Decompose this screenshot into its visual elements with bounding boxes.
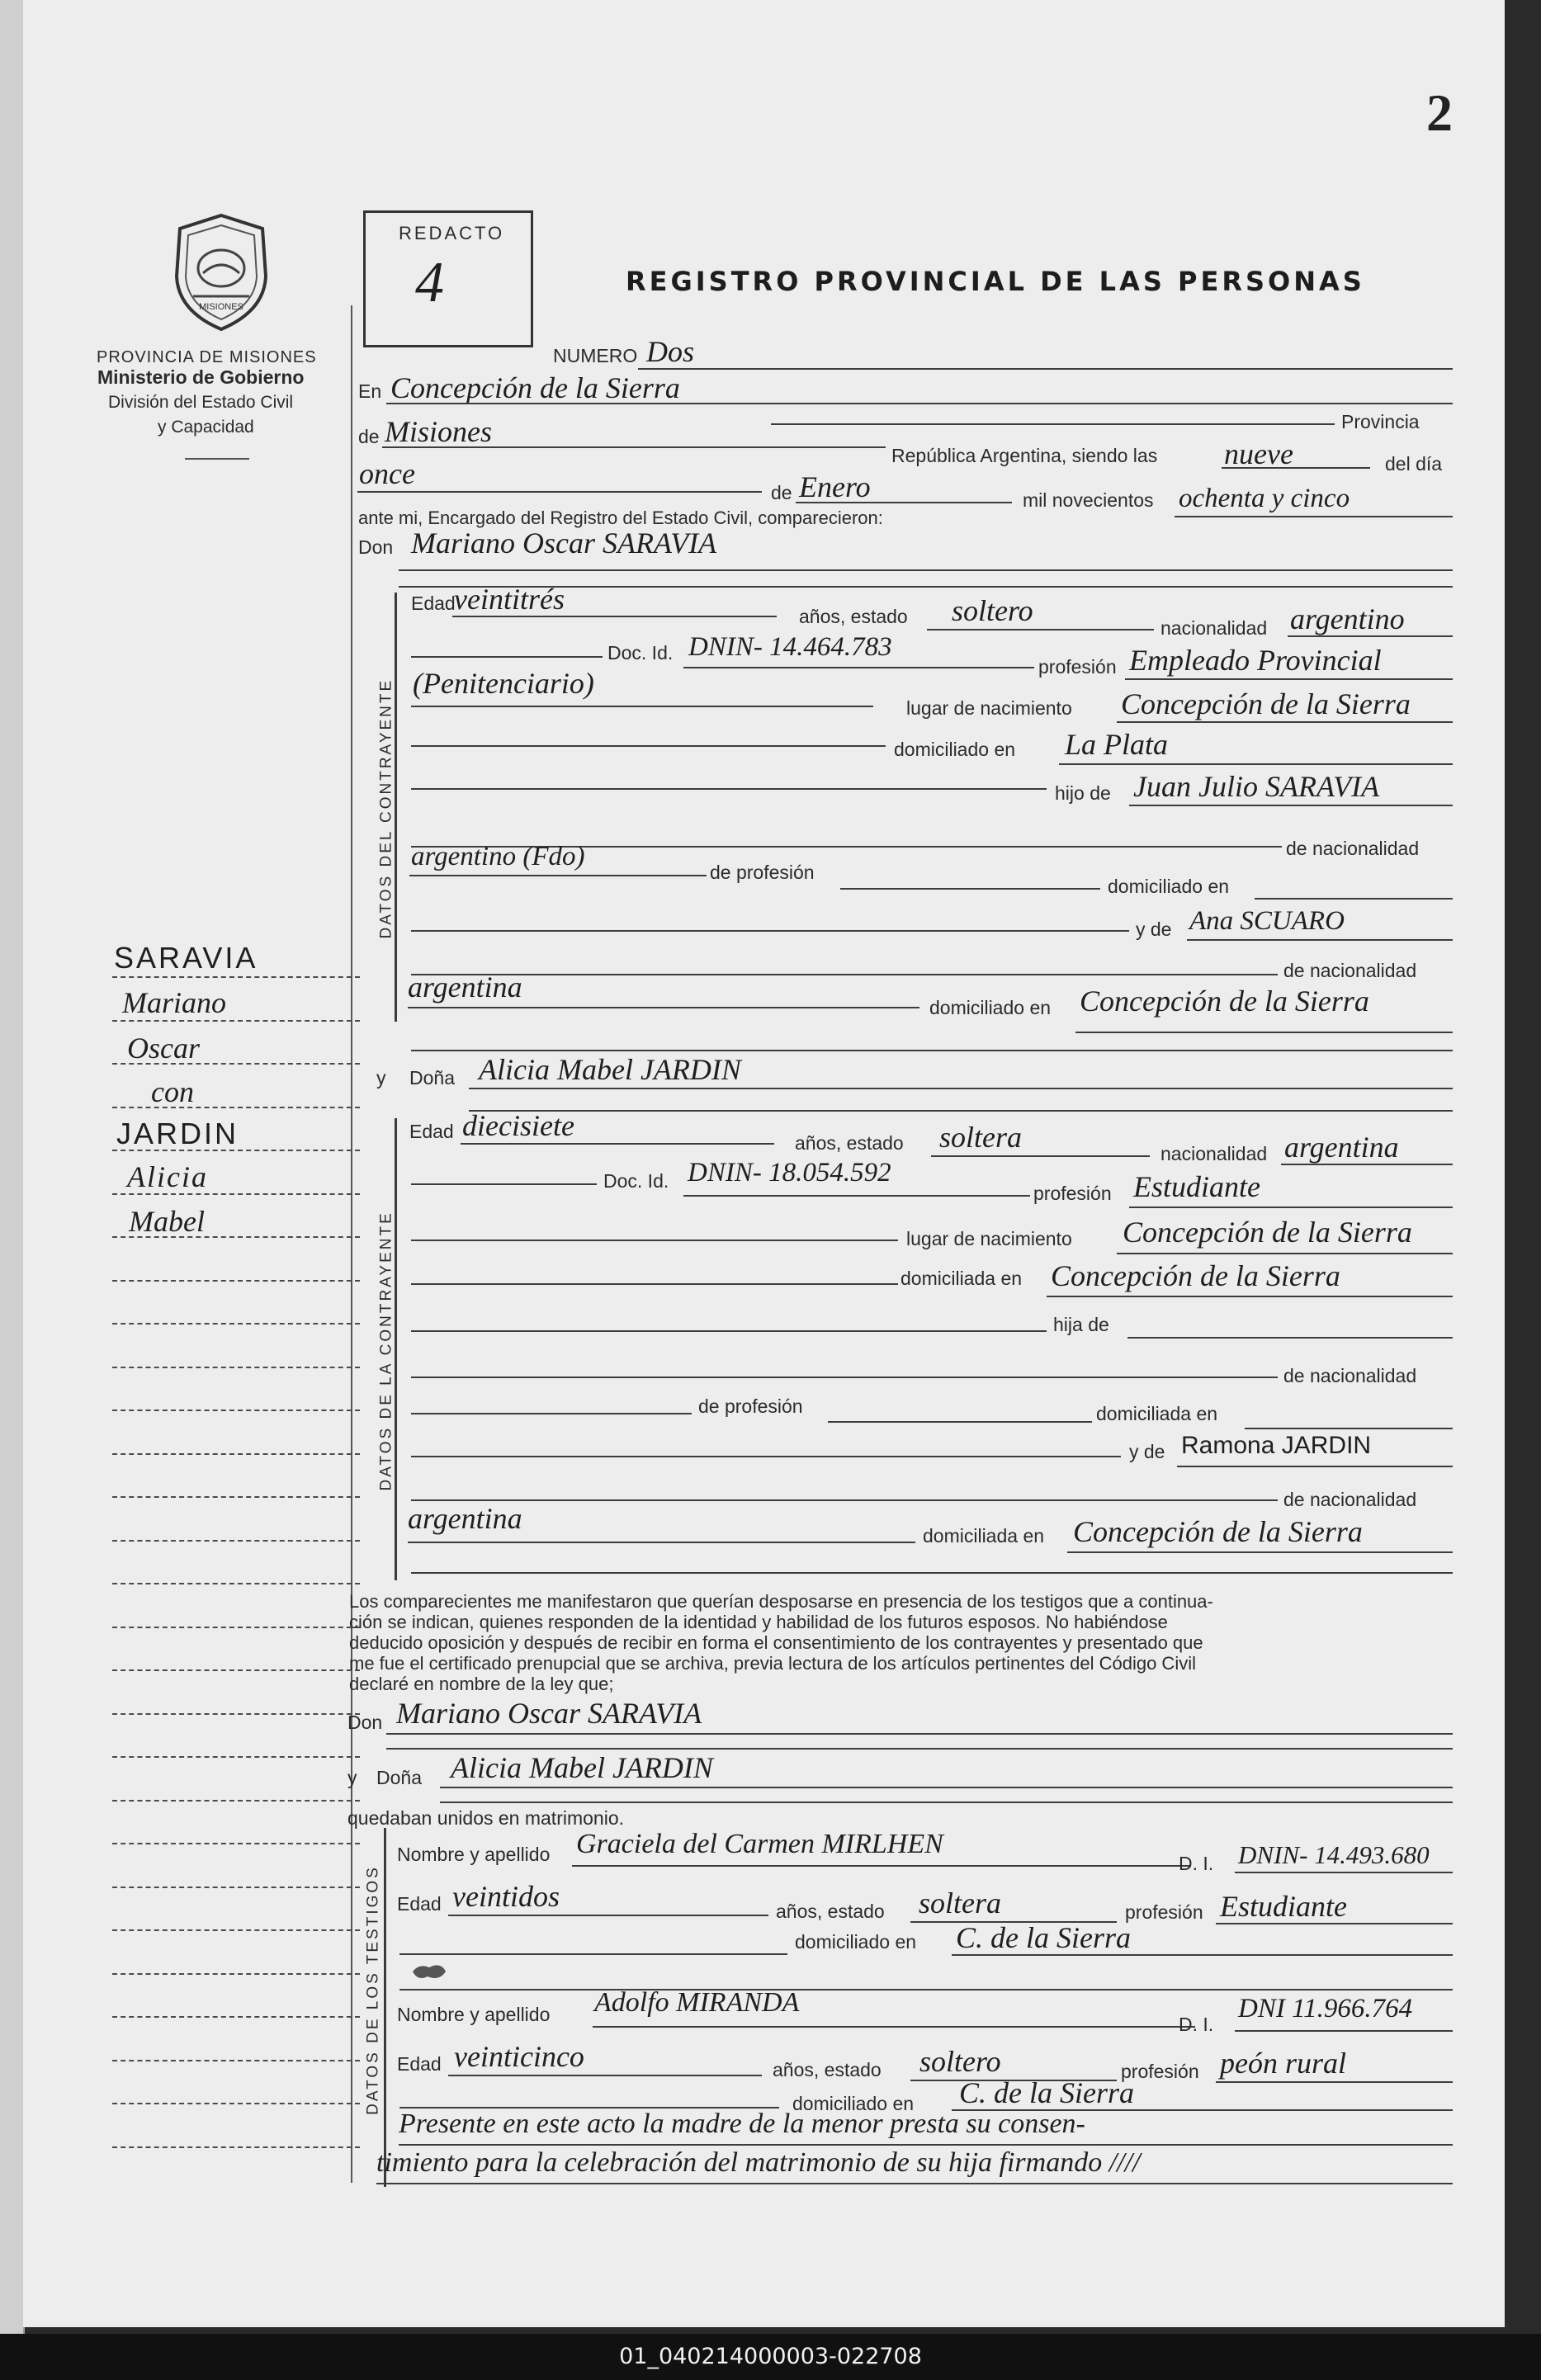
- decl-dona-line: [440, 1787, 1453, 1788]
- f-padre-line-2: [411, 1377, 1278, 1378]
- c-madre-nac-line: [408, 1007, 919, 1008]
- stamp-label: REDACTO: [399, 223, 505, 243]
- testigos-section-label: DATOS DE LOS TESTIGOS: [364, 1865, 382, 2115]
- t2-nombre: Adolfo MIRANDA: [594, 1987, 800, 2018]
- margin-ruled-line: [112, 1627, 360, 1628]
- margin-ruled-line: [112, 1193, 360, 1195]
- margin-ruled-line: [112, 1713, 360, 1715]
- f-padre-nac-label: de nacionalidad: [1283, 1365, 1417, 1386]
- c-madre-line-2: [411, 974, 1278, 975]
- f-madre-nac-label: de nacionalidad: [1283, 1489, 1417, 1510]
- numero-value: Dos: [646, 335, 695, 368]
- margin-ruled-line: [112, 1020, 360, 1022]
- margin-rule: [351, 305, 352, 2183]
- f-profesion-label: profesión: [1033, 1183, 1112, 1204]
- decl-dona-line-2: [440, 1802, 1453, 1803]
- t2-nombre-label: Nombre y apellido: [397, 2004, 551, 2025]
- page-number: 2: [1426, 83, 1453, 142]
- f-estado-label: años, estado: [795, 1132, 904, 1154]
- issuer-province: PROVINCIA DE MISIONES: [97, 348, 317, 366]
- issuer-underline: [185, 458, 249, 460]
- c-madre-dom-line: [1075, 1032, 1453, 1033]
- t1-nombre-label: Nombre y apellido: [397, 1844, 551, 1865]
- c-padre: Juan Julio SARAVIA: [1133, 770, 1380, 803]
- t2-estado-label: años, estado: [773, 2059, 882, 2080]
- c-doc: DNIN- 14.464.783: [688, 632, 892, 662]
- t1-profesion: Estudiante: [1220, 1890, 1347, 1923]
- provincia-value: Misiones: [385, 415, 492, 448]
- f-close-line: [411, 1572, 1453, 1574]
- ante-text: ante mi, Encargado del Registro del Estado Civil, comparecieron:: [358, 508, 883, 528]
- margin-ruled-line: [112, 1410, 360, 1411]
- t2-profesion-line: [1216, 2081, 1453, 2083]
- f-padre-prof-line: [828, 1421, 1092, 1423]
- c-edad-line: [452, 616, 777, 617]
- f-madre-nac-line: [408, 1542, 915, 1543]
- f-nac-line: [1281, 1164, 1453, 1165]
- f-edad-line: [461, 1143, 774, 1145]
- t1-estado: soltera: [919, 1887, 1002, 1920]
- t2-di-line: [1235, 2030, 1453, 2032]
- margin-ruled-line: [112, 1583, 360, 1584]
- t1-close-line: [399, 1989, 1453, 1990]
- f-doc-line: [683, 1195, 1030, 1197]
- c-hijo-pre-line: [411, 788, 1047, 790]
- margin-ruled-line: [112, 1929, 360, 1931]
- f-hija-pre-line: [411, 1330, 1047, 1332]
- f-madre-line: [1177, 1466, 1453, 1467]
- f-doc-pre-line: [411, 1183, 597, 1185]
- republica-label: República Argentina, siendo las: [891, 445, 1158, 466]
- seal-text: MISIONES: [199, 302, 243, 312]
- declaracion-line-4: me fue el certificado prenupcial que se archiva, previa lectura de los artículos pertinentes del Código Civil: [349, 1653, 1196, 1674]
- t2-edad-label: Edad: [397, 2053, 442, 2075]
- stamp-mark: 4: [415, 251, 444, 314]
- f-y-de-label: y de: [1129, 1441, 1165, 1462]
- t2-edad: veinticinco: [454, 2040, 584, 2073]
- en-label: En: [358, 380, 382, 402]
- dona-label: Doña: [409, 1067, 455, 1088]
- dia-line: [357, 491, 762, 493]
- t1-di-label: D. I.: [1179, 1853, 1214, 1874]
- image-caption: 01_040214000003-022708: [0, 2334, 1541, 2380]
- don-nombre: Mariano Oscar SARAVIA: [411, 527, 717, 560]
- c-domicilio-line: [1059, 763, 1453, 765]
- t2-domicilio: C. de la Sierra: [959, 2076, 1134, 2109]
- f-hija-label: hija de: [1053, 1314, 1109, 1335]
- document-page: [23, 0, 1505, 2327]
- c-profesion-2-line: [411, 706, 873, 707]
- t2-profesion-label: profesión: [1121, 2061, 1199, 2082]
- c-domiciliado-en-label: domiciliado en: [1108, 876, 1230, 897]
- t1-profesion-label: profesión: [1125, 1901, 1203, 1923]
- t1-domicilio-line: [952, 1954, 1453, 1956]
- de-mes-label: de: [771, 482, 792, 503]
- margin-ruled-line: [112, 1367, 360, 1368]
- don-label: Don: [358, 536, 394, 558]
- margin-ruled-line: [112, 1453, 360, 1455]
- mil-label: mil novecientos: [1023, 489, 1154, 511]
- t1-nombre-line: [572, 1865, 1191, 1867]
- t1-nombre: Graciela del Carmen MIRLHEN: [576, 1829, 943, 1859]
- c-profesion-label: profesión: [1038, 656, 1117, 678]
- declaracion-line-2: ción se indican, quienes responden de la identidad y habilidad de los futuros esposos. No habiéndose: [349, 1612, 1168, 1632]
- decl-don-line: [386, 1733, 1453, 1735]
- t2-edad-line: [448, 2075, 762, 2076]
- t1-dom-pre-line: [399, 1953, 787, 1955]
- margin-ruled-line: [112, 976, 360, 978]
- c-estado: soltero: [952, 594, 1033, 627]
- declaracion-line-3: deducido oposición y después de recibir en forma el consentimiento de los contrayentes y presentado que: [349, 1632, 1203, 1653]
- margin-ruled-line: [112, 1323, 360, 1325]
- f-madre-dom-line: [1067, 1551, 1453, 1553]
- c-estado-line: [927, 629, 1154, 630]
- declaracion-line-5: declaré en nombre de la ley que;: [349, 1674, 614, 1694]
- t1-edad-line: [448, 1915, 768, 1916]
- t1-domicilio: C. de la Sierra: [956, 1921, 1131, 1954]
- c-doc-label: Doc. Id.: [607, 642, 674, 663]
- margin-note-1: SARAVIA: [114, 941, 258, 975]
- c-padre-dom-line: [1255, 898, 1453, 900]
- decl-don: Mariano Oscar SARAVIA: [396, 1697, 702, 1730]
- f-madre-pre-line: [411, 1456, 1121, 1457]
- c-hijo-label: hijo de: [1055, 782, 1111, 804]
- margin-ruled-line: [112, 1107, 360, 1108]
- decl-y-label: y: [347, 1767, 357, 1788]
- c-profesion-line: [1125, 678, 1453, 680]
- dona-y-label: y: [376, 1067, 386, 1088]
- mes-line: [796, 502, 1012, 503]
- testigos-bracket: [384, 1828, 386, 2187]
- lugar-line: [386, 403, 1453, 404]
- f-domicilio: Concepción de la Sierra: [1051, 1259, 1340, 1292]
- nota-line-2-rule: [376, 2183, 1453, 2184]
- numero-line: [638, 368, 1453, 370]
- t1-profesion-line: [1216, 1923, 1453, 1924]
- margin-note-2: Mariano: [122, 986, 226, 1019]
- decl-dona-label: Doña: [376, 1767, 422, 1788]
- margin-note-4: con: [151, 1075, 194, 1108]
- t1-edad: veintidos: [452, 1880, 560, 1913]
- hora-line: [1222, 467, 1370, 469]
- provincial-seal-emblem: [163, 210, 279, 334]
- c-padre-nac: argentino (Fdo): [411, 842, 585, 871]
- c-padre-nac-line: [409, 875, 707, 876]
- hora-value: nueve: [1224, 437, 1293, 470]
- t1-edad-label: Edad: [397, 1893, 442, 1915]
- c-doc-line: [683, 667, 1034, 668]
- f-doc: DNIN- 18.054.592: [688, 1158, 891, 1188]
- c-nac-label: nacionalidad: [1160, 617, 1268, 639]
- margin-note-6: Alicia: [127, 1160, 208, 1193]
- binder-edge: [0, 0, 25, 2380]
- f-padre-nac-line: [411, 1413, 692, 1414]
- margin-ruled-line: [112, 1540, 360, 1542]
- f-estado: soltera: [939, 1121, 1023, 1154]
- margin-ruled-line: [112, 1150, 360, 1151]
- f-nac: argentina: [1284, 1131, 1399, 1164]
- don-line: [399, 569, 1453, 571]
- margin-ruled-line: [112, 2103, 360, 2104]
- c-madre-nac-label: de nacionalidad: [1283, 960, 1417, 981]
- c-edad-label: Edad: [411, 593, 456, 614]
- f-domicilio-line: [1047, 1296, 1453, 1297]
- anio-line: [1175, 516, 1453, 517]
- decl-quedaban: quedaban unidos en matrimonio.: [347, 1807, 625, 1829]
- c-edad: veintitrés: [454, 583, 565, 616]
- ink-blot: [409, 1960, 451, 1985]
- f-domicilio-label: domiciliada en: [900, 1268, 1023, 1289]
- issuer-division: División del Estado Civil: [108, 393, 294, 412]
- f-padre-dom-line: [1245, 1428, 1453, 1429]
- f-estado-line: [931, 1155, 1150, 1157]
- margin-ruled-line: [112, 2146, 360, 2148]
- f-madre: Ramona JARDIN: [1181, 1432, 1372, 1459]
- margin-ruled-line: [112, 1887, 360, 1888]
- issuer-ministry: Ministerio de Gobierno: [97, 366, 305, 388]
- f-hija-line: [1127, 1337, 1453, 1339]
- c-profesion-2: (Penitenciario): [413, 667, 594, 700]
- c-domicilio-label: domiciliado en: [894, 739, 1016, 760]
- t2-nombre-line: [593, 2026, 1195, 2028]
- de-label: de: [358, 426, 380, 447]
- margin-ruled-line: [112, 1973, 360, 1975]
- c-dom-pre-line: [411, 745, 886, 747]
- decl-don-line-2: [386, 1748, 1453, 1750]
- anio-value: ochenta y cinco: [1179, 484, 1350, 513]
- t2-di: DNI 11.966.764: [1238, 1994, 1413, 2023]
- margin-ruled-line: [112, 1843, 360, 1844]
- margin-note-7: Mabel: [129, 1205, 205, 1238]
- c-domicilio: La Plata: [1065, 728, 1169, 761]
- c-lugar-nac-label: lugar de nacimiento: [906, 697, 1072, 719]
- provincia-label: Provincia: [1341, 411, 1420, 432]
- c-estado-label: años, estado: [799, 606, 908, 627]
- issuer-division-2: y Capacidad: [158, 418, 254, 437]
- c-madre-pre-line: [411, 930, 1129, 932]
- margin-ruled-line: [112, 1280, 360, 1282]
- f-nac-label: nacionalidad: [1160, 1143, 1268, 1164]
- f-madre-dom-label: domiciliada en: [923, 1525, 1045, 1547]
- f-madre-dom: Concepción de la Sierra: [1073, 1515, 1363, 1548]
- t1-di: DNIN- 14.493.680: [1238, 1840, 1430, 1869]
- f-madre-nac: argentina: [408, 1502, 522, 1535]
- nota-line-1: Presente en este acto la madre de la menor presta su consen-: [399, 2108, 1085, 2139]
- provincia-value-line: [382, 446, 886, 448]
- margin-ruled-line: [112, 1063, 360, 1065]
- c-padre-line: [1129, 805, 1453, 806]
- declaracion-line-1: Los comparecientes me manifestaron que querían desposarse en presencia de los testigos que a continua-: [349, 1591, 1213, 1612]
- f-profesion-line: [1129, 1207, 1453, 1208]
- f-lugar-nac: Concepción de la Sierra: [1123, 1216, 1412, 1249]
- t2-di-label: D. I.: [1179, 2014, 1214, 2035]
- margin-note-5: JARDIN: [116, 1117, 239, 1150]
- margin-ruled-line: [112, 2016, 360, 2018]
- c-madre-dom-label: domiciliado en: [929, 997, 1052, 1018]
- c-madre: Ana SCUARO: [1189, 906, 1345, 936]
- margin-ruled-line: [112, 1236, 360, 1238]
- f-lug-pre-line: [411, 1240, 898, 1241]
- t1-estado-label: años, estado: [776, 1901, 885, 1922]
- dona-line-2: [469, 1110, 1453, 1112]
- f-madre-line-2: [411, 1499, 1278, 1501]
- t2-profesion: peón rural: [1220, 2047, 1346, 2080]
- f-doc-label: Doc. Id.: [603, 1170, 669, 1192]
- del-dia-label: del día: [1385, 453, 1443, 475]
- c-nac-line: [1288, 635, 1453, 637]
- dia-value: once: [359, 457, 415, 490]
- c-padre-prof-line: [840, 888, 1100, 890]
- c-madre-line: [1187, 939, 1453, 941]
- decl-dona: Alicia Mabel JARDIN: [451, 1751, 713, 1784]
- f-edad: diecisiete: [462, 1109, 574, 1142]
- c-y-de-label: y de: [1136, 918, 1172, 940]
- provincia-line-a: [771, 423, 1335, 425]
- mes-value: Enero: [799, 470, 871, 503]
- f-domiciliada-en-label: domiciliada en: [1096, 1403, 1218, 1424]
- t2-estado: soltero: [919, 2045, 1001, 2078]
- nota-line-2: timiento para la celebración del matrimonio de su hija firmando ////: [376, 2147, 1141, 2178]
- contrayente-section-label: DATOS DEL CONTRAYENTE: [377, 678, 395, 939]
- margin-ruled-line: [112, 1800, 360, 1802]
- lugar-value: Concepción de la Sierra: [390, 371, 680, 404]
- c-nac: argentino: [1290, 602, 1405, 635]
- margin-note-3: Oscar: [127, 1032, 200, 1065]
- nota-line-1-rule: [399, 2144, 1453, 2146]
- redacto-stamp: [363, 210, 533, 347]
- t2-domicilio-label: domiciliado en: [792, 2093, 915, 2114]
- f-dom-pre-line: [411, 1283, 898, 1285]
- c-padre-nac-label: de nacionalidad: [1286, 838, 1420, 859]
- register-title: REGISTRO PROVINCIAL DE LAS PERSONAS: [626, 266, 1365, 297]
- contrayenta-section-label: DATOS DE LA CONTRAYENTE: [377, 1211, 395, 1491]
- margin-ruled-line: [112, 1669, 360, 1671]
- f-de-profesion-label: de profesión: [698, 1395, 803, 1417]
- t1-domicilio-label: domiciliado en: [795, 1931, 917, 1953]
- f-edad-label: Edad: [409, 1121, 454, 1142]
- c-madre-dom: Concepción de la Sierra: [1080, 985, 1369, 1018]
- c-lugar-nac-line: [1117, 721, 1453, 723]
- margin-ruled-line: [112, 2060, 360, 2061]
- c-close-line: [411, 1050, 1453, 1051]
- c-doc-pre-line: [411, 656, 603, 658]
- c-lugar-nac: Concepción de la Sierra: [1121, 687, 1411, 720]
- f-lugar-nac-line: [1117, 1253, 1453, 1254]
- c-madre-nac: argentina: [408, 970, 522, 1003]
- decl-don-label: Don: [347, 1712, 383, 1733]
- c-profesion: Empleado Provincial: [1129, 644, 1382, 677]
- dona-nombre: Alicia Mabel JARDIN: [479, 1053, 741, 1086]
- margin-ruled-line: [112, 1756, 360, 1758]
- c-de-profesion-label: de profesión: [710, 862, 815, 883]
- t1-di-line: [1235, 1872, 1453, 1873]
- f-profesion: Estudiante: [1133, 1170, 1260, 1203]
- f-lugar-nac-label: lugar de nacimiento: [906, 1228, 1072, 1249]
- margin-ruled-line: [112, 1496, 360, 1498]
- dona-line: [469, 1088, 1453, 1089]
- numero-label: NUMERO: [553, 345, 638, 366]
